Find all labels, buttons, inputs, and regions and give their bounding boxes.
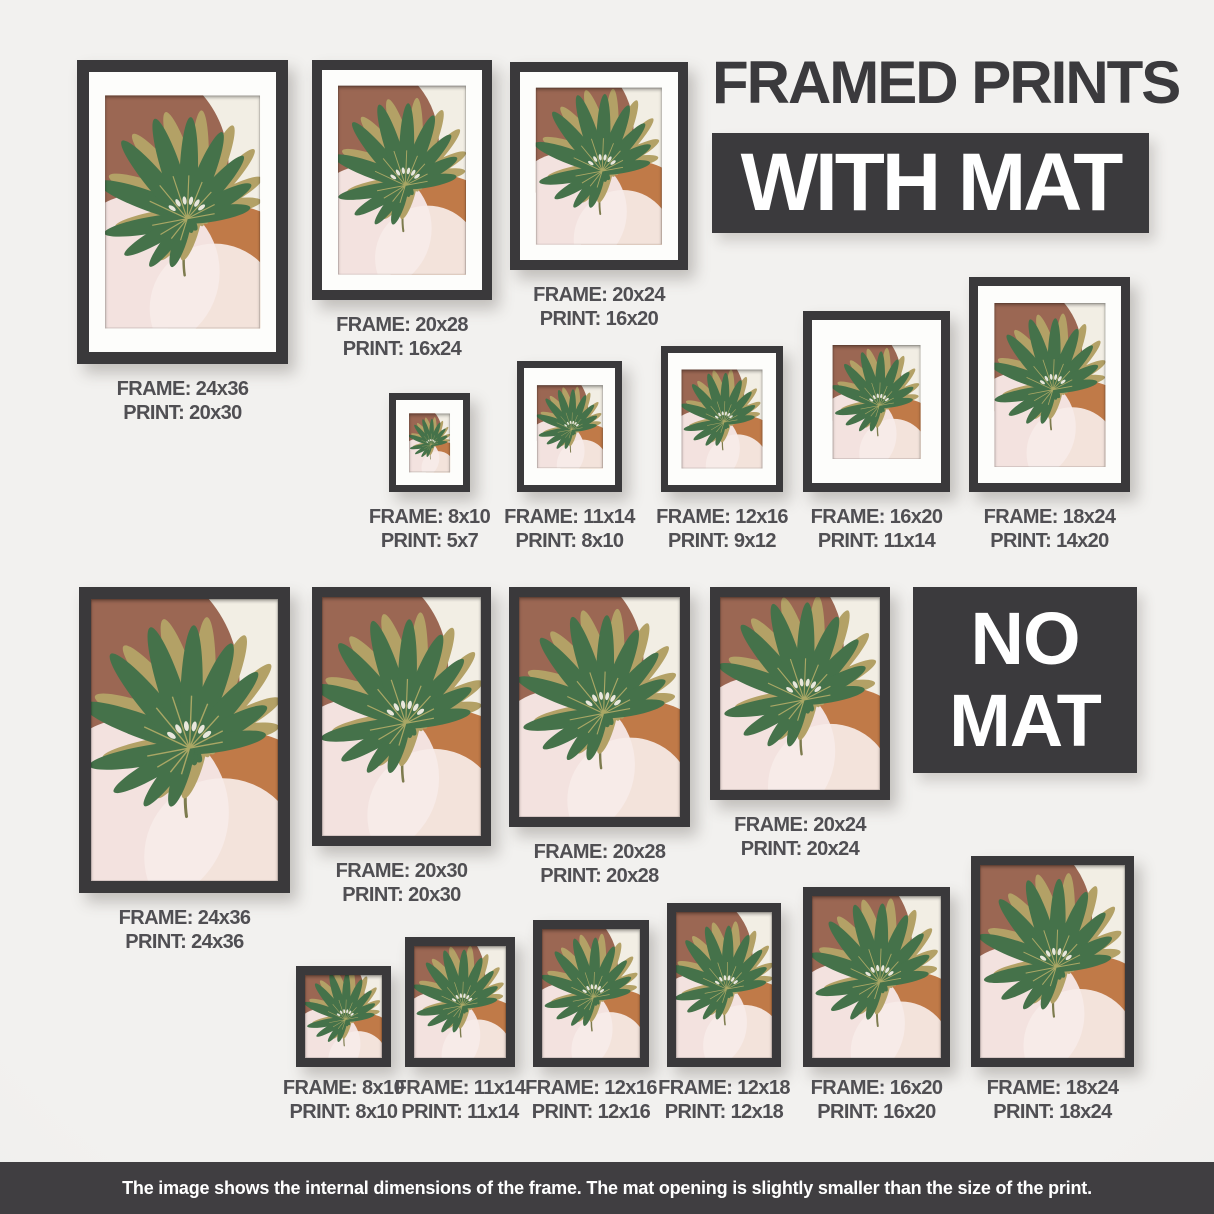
frame-11x14-mat	[517, 361, 622, 492]
no-mat-frame-16x20	[803, 887, 950, 1124]
print-area	[542, 929, 640, 1058]
with-mat-banner: WITH MAT	[712, 133, 1149, 233]
no-mat-banner-line2: MAT	[949, 679, 1101, 762]
print-area	[305, 975, 382, 1058]
monstera-abstract-art	[519, 597, 680, 817]
frame-size-label: FRAME: 12x18 PRINT: 12x18	[658, 1077, 790, 1123]
mat-opening	[536, 385, 602, 469]
monstera-abstract-art	[536, 88, 662, 245]
monstera-abstract-art	[676, 912, 772, 1058]
print-area	[519, 597, 680, 817]
frame-size-label: FRAME: 11x14 PRINT: 11x14	[394, 1077, 526, 1123]
monstera-abstract-art	[105, 95, 261, 328]
monstera-abstract-art	[812, 896, 941, 1058]
mat-opening	[338, 86, 466, 275]
frame-12x16-nomat	[533, 920, 649, 1067]
frame-size-label: FRAME: 24x36 PRINT: 24x36	[118, 907, 251, 953]
print-area	[414, 946, 506, 1058]
mat-opening	[682, 370, 763, 469]
no-mat-frame-8x10	[282, 966, 405, 1124]
frame-size-label: FRAME: 8x10 PRINT: 5x7	[368, 506, 491, 552]
frame-24x36-nomat	[79, 587, 290, 893]
frame-12x16-mat	[661, 346, 783, 492]
frame-8x10-mat	[389, 393, 470, 492]
frame-20x24-nomat	[710, 587, 890, 800]
with-mat-heading	[712, 48, 1180, 233]
frame-size-label: FRAME: 18x24 PRINT: 14x20	[983, 506, 1116, 552]
monstera-abstract-art	[338, 86, 466, 275]
no-mat-frame-18x24	[971, 856, 1134, 1124]
print-area	[676, 912, 772, 1058]
with-mat-frame-20x28	[312, 60, 492, 361]
frame-size-label: FRAME: 12x16 PRINT: 9x12	[656, 506, 788, 552]
frame-size-label: FRAME: 12x16 PRINT: 12x16	[525, 1077, 657, 1123]
no-mat-banner-line1: NO	[970, 597, 1080, 680]
monstera-abstract-art	[720, 597, 880, 790]
mat-opening	[994, 302, 1105, 466]
frame-size-label: FRAME: 11x14 PRINT: 8x10	[504, 506, 635, 552]
frame-size-label: FRAME: 20x30 PRINT: 20x30	[335, 860, 468, 906]
no-mat-frame-20x30	[312, 587, 491, 907]
mat-opening	[832, 344, 921, 458]
frame-size-label: FRAME: 20x24 PRINT: 20x24	[734, 814, 866, 860]
footer-note-text: The image shows the internal dimensions of the frame. The mat opening is slightly smaller than the size of the print.	[122, 1177, 1092, 1198]
monstera-abstract-art	[91, 599, 278, 881]
with-mat-frame-16x20	[803, 311, 950, 553]
frame-20x28-mat	[312, 60, 492, 300]
no-mat-frame-24x36	[79, 587, 290, 954]
footer-note-bar	[0, 1162, 1214, 1214]
mat-opening	[409, 413, 451, 473]
mat-opening	[105, 95, 261, 328]
no-mat-frame-20x28	[509, 587, 690, 888]
with-mat-frame-11x14	[504, 361, 635, 553]
frame-size-label: FRAME: 20x24 PRINT: 16x20	[533, 284, 665, 330]
with-mat-frame-24x36	[77, 60, 288, 425]
frame-20x30-nomat	[312, 587, 491, 846]
page-title: FRAMED PRINTS	[712, 49, 1180, 116]
frame-18x24-nomat	[971, 856, 1134, 1067]
monstera-abstract-art	[994, 302, 1105, 466]
monstera-abstract-art	[980, 865, 1125, 1058]
no-mat-frame-12x18	[658, 903, 790, 1124]
print-area	[812, 896, 941, 1058]
frame-size-label: FRAME: 16x20 PRINT: 11x14	[810, 506, 943, 552]
no-mat-frame-11x14	[394, 937, 526, 1124]
frame-size-label: FRAME: 20x28 PRINT: 20x28	[533, 841, 666, 887]
frame-16x20-nomat	[803, 887, 950, 1067]
with-mat-frame-18x24	[969, 277, 1130, 553]
no-mat-frame-12x16	[525, 920, 657, 1124]
monstera-abstract-art	[542, 929, 640, 1058]
with-mat-frame-8x10	[368, 393, 491, 553]
frame-size-label: FRAME: 20x28 PRINT: 16x24	[336, 314, 468, 360]
print-area	[980, 865, 1125, 1058]
frame-size-label: FRAME: 18x24 PRINT: 18x24	[986, 1077, 1119, 1123]
print-area	[91, 599, 278, 881]
frame-size-label: FRAME: 16x20 PRINT: 16x20	[810, 1077, 943, 1123]
monstera-abstract-art	[414, 946, 506, 1058]
monstera-abstract-art	[682, 370, 763, 469]
no-mat-frame-20x24	[710, 587, 890, 861]
monstera-abstract-art	[536, 385, 602, 469]
frame-16x20-mat	[803, 311, 950, 492]
frame-12x18-nomat	[667, 903, 781, 1067]
monstera-abstract-art	[322, 597, 481, 836]
frame-size-label: FRAME: 24x36 PRINT: 20x30	[116, 378, 249, 424]
frame-8x10-nomat	[296, 966, 391, 1067]
monstera-abstract-art	[409, 413, 451, 473]
frame-size-label: FRAME: 8x10 PRINT: 8x10	[282, 1077, 405, 1123]
frame-18x24-mat	[969, 277, 1130, 492]
no-mat-banner	[913, 587, 1137, 773]
monstera-abstract-art	[832, 344, 921, 458]
with-mat-frame-20x24	[510, 62, 688, 331]
mat-opening	[536, 88, 662, 245]
with-mat-frame-12x16	[656, 346, 788, 553]
monstera-abstract-art	[305, 975, 382, 1058]
frame-11x14-nomat	[405, 937, 515, 1067]
print-area	[720, 597, 880, 790]
print-area	[322, 597, 481, 836]
frame-20x24-mat	[510, 62, 688, 270]
frame-24x36-mat	[77, 60, 288, 364]
frame-20x28-nomat	[509, 587, 690, 827]
